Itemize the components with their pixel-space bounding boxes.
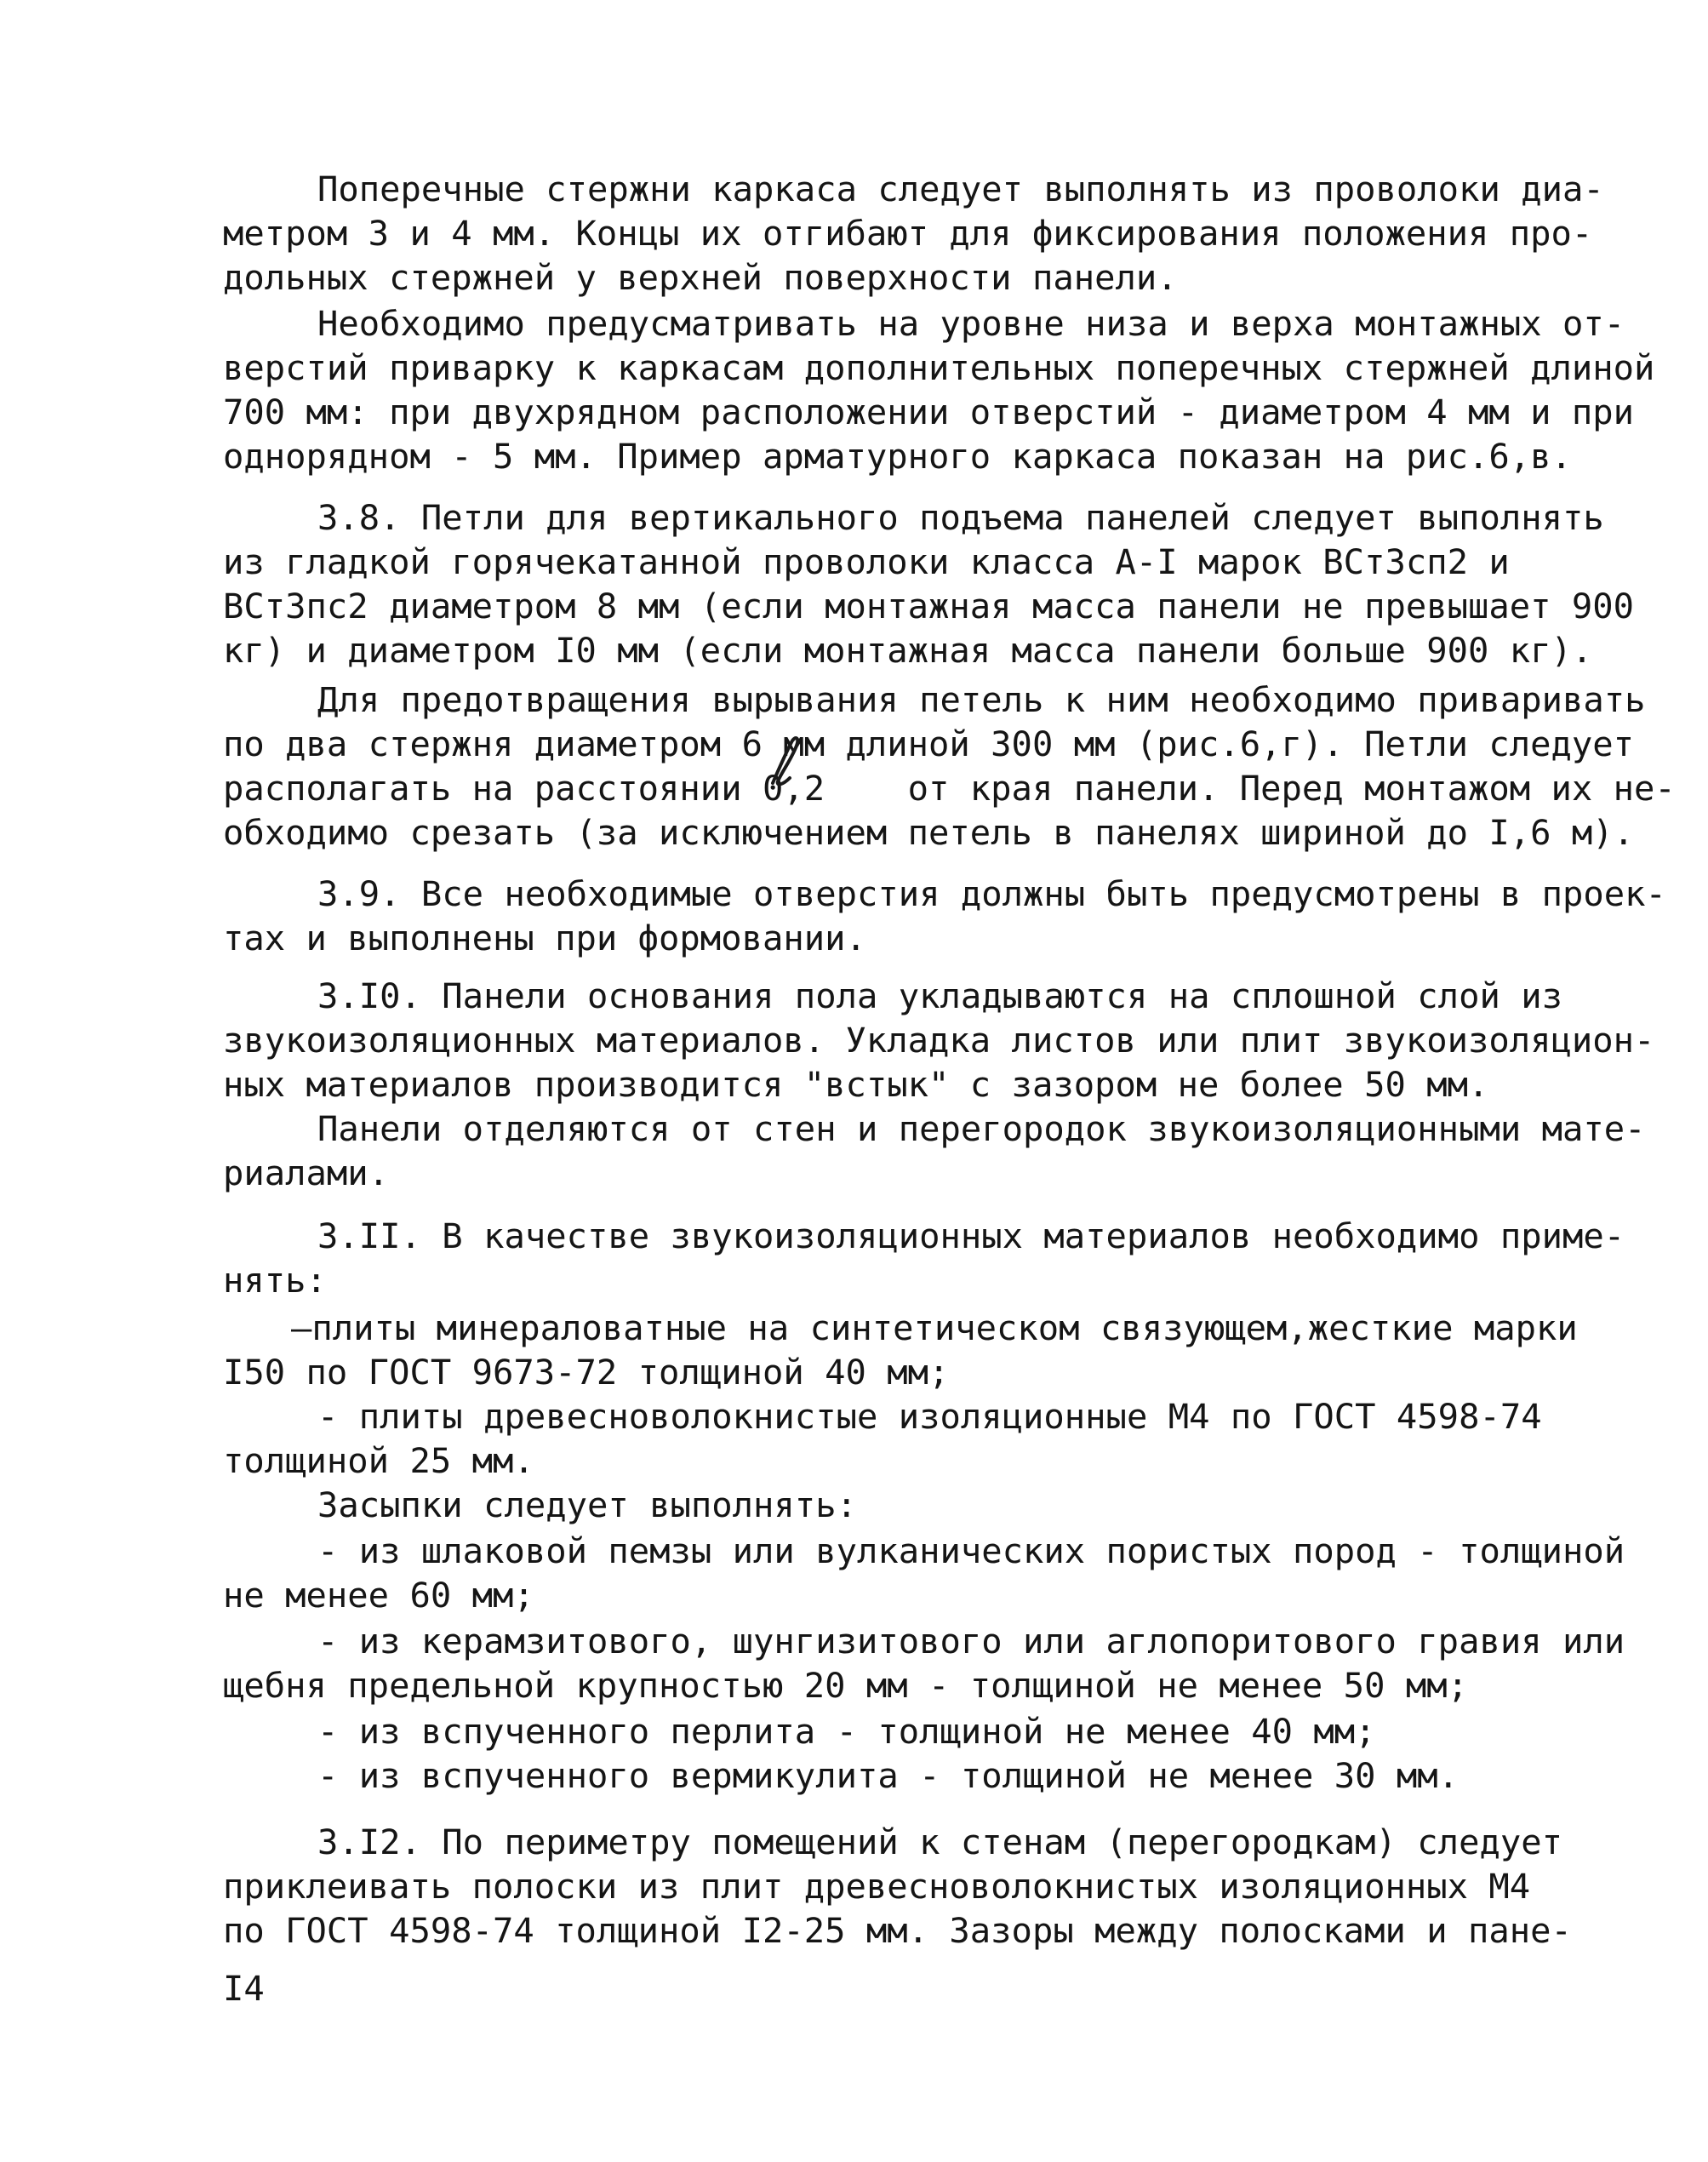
- text-line: звукоизоляционных материалов. Укладка листов или плит звукоизоляцион-: [223, 1020, 1655, 1061]
- text-line: щебня предельной крупностью 20 мм - толщиной не менее 50 мм;: [223, 1665, 1468, 1706]
- text-line: не менее 60 мм;: [223, 1575, 534, 1616]
- text-line: тах и выполнены при формовании.: [223, 918, 866, 958]
- list-item-line: - из вспученного перлита - толщиной не менее 40 мм;: [317, 1711, 1376, 1752]
- text-line: Поперечные стержни каркаса следует выполнять из проволоки диа-: [317, 169, 1604, 209]
- list-item-line: - плиты древесноволокнистые изоляционные М4 по ГОСТ 4598-74: [317, 1396, 1542, 1437]
- text-line: обходимо срезать (за исключением петель в панелях шириной до I,6 м).: [223, 812, 1635, 853]
- text-line: метром 3 и 4 мм. Концы их отгибают для фиксирования положения про-: [223, 213, 1593, 254]
- section-3-11-heading-line: 3.II. В качестве звукоизоляционных материалов необходимо приме-: [317, 1215, 1625, 1256]
- page-number: I4: [223, 1968, 265, 2009]
- text-line: Для предотвращения вырывания петель к ним необходимо приваривать: [317, 679, 1646, 720]
- text-line: 700 мм: при двухрядном расположении отверстий - диаметром 4 мм и при: [223, 392, 1635, 432]
- text-line: по ГОСТ 4598-74 толщиной I2-25 мм. Зазоры между полосками и пане-: [223, 1910, 1572, 1951]
- text-line: Панели отделяются от стен и перегородок звукоизоляционными мате-: [317, 1108, 1646, 1149]
- list-item-line: - из керамзитового, шунгизитового или аглопоритового гравия или: [317, 1621, 1625, 1662]
- text-line: ных материалов производится "встык" с зазором не более 50 мм.: [223, 1064, 1489, 1105]
- text-line: однорядном - 5 мм. Пример арматурного каркаса показан на рис.6,в.: [223, 436, 1572, 477]
- section-3-8-heading-line: 3.8. Петли для вертикального подъема панелей следует выполнять: [317, 497, 1604, 538]
- handwritten-l-symbol: [766, 734, 803, 788]
- section-3-9-heading-line: 3.9. Все необходимые отверстия должны быть предусмотрены в проек-: [317, 873, 1666, 914]
- text-line: кг) и диаметром I0 мм (если монтажная масса панели больше 900 кг).: [223, 630, 1593, 671]
- section-3-12-heading-line: 3.I2. По периметру помещений к стенам (перегородкам) следует: [317, 1822, 1562, 1862]
- text-line: приклеивать полоски из плит древесноволокнистых изоляционных М4: [223, 1866, 1531, 1907]
- text-line: толщиной 25 мм.: [223, 1440, 534, 1481]
- text-line: Необходимо предусматривать на уровне низа и верха монтажных от-: [317, 303, 1625, 344]
- list-item-line: —плиты минераловатные на синтетическом связующем,жесткие марки: [291, 1307, 1578, 1348]
- text-line: Засыпки следует выполнять:: [317, 1484, 857, 1525]
- list-item-line: - из шлаковой пемзы или вулканических пористых пород - толщиной: [317, 1530, 1625, 1571]
- section-3-10-heading-line: 3.I0. Панели основания пола укладываются на сплошной слой из: [317, 975, 1562, 1016]
- text-line: из гладкой горячекатанной проволоки класса А-I марок ВСт3сп2 и: [223, 541, 1510, 582]
- text-line: риалами.: [223, 1152, 390, 1193]
- text-line: по два стержня диаметром 6 мм длиной 300 мм (рис.6,г). Петли следует: [223, 724, 1635, 764]
- text-line: нять:: [223, 1260, 327, 1301]
- text-line: располагать на расстоянии 0,2 от края панели. Перед монтажом их не-: [223, 768, 1676, 809]
- text-line: I50 по ГОСТ 9673-72 толщиной 40 мм;: [223, 1352, 950, 1393]
- text-line: ВСт3пс2 диаметром 8 мм (если монтажная масса панели не превышает 900: [223, 586, 1635, 626]
- list-item-line: - из вспученного вермикулита - толщиной не менее 30 мм.: [317, 1755, 1460, 1796]
- text-line: дольных стержней у верхней поверхности панели.: [223, 257, 1178, 298]
- text-line: верстий приварку к каркасам дополнительных поперечных стержней длиной: [223, 347, 1655, 388]
